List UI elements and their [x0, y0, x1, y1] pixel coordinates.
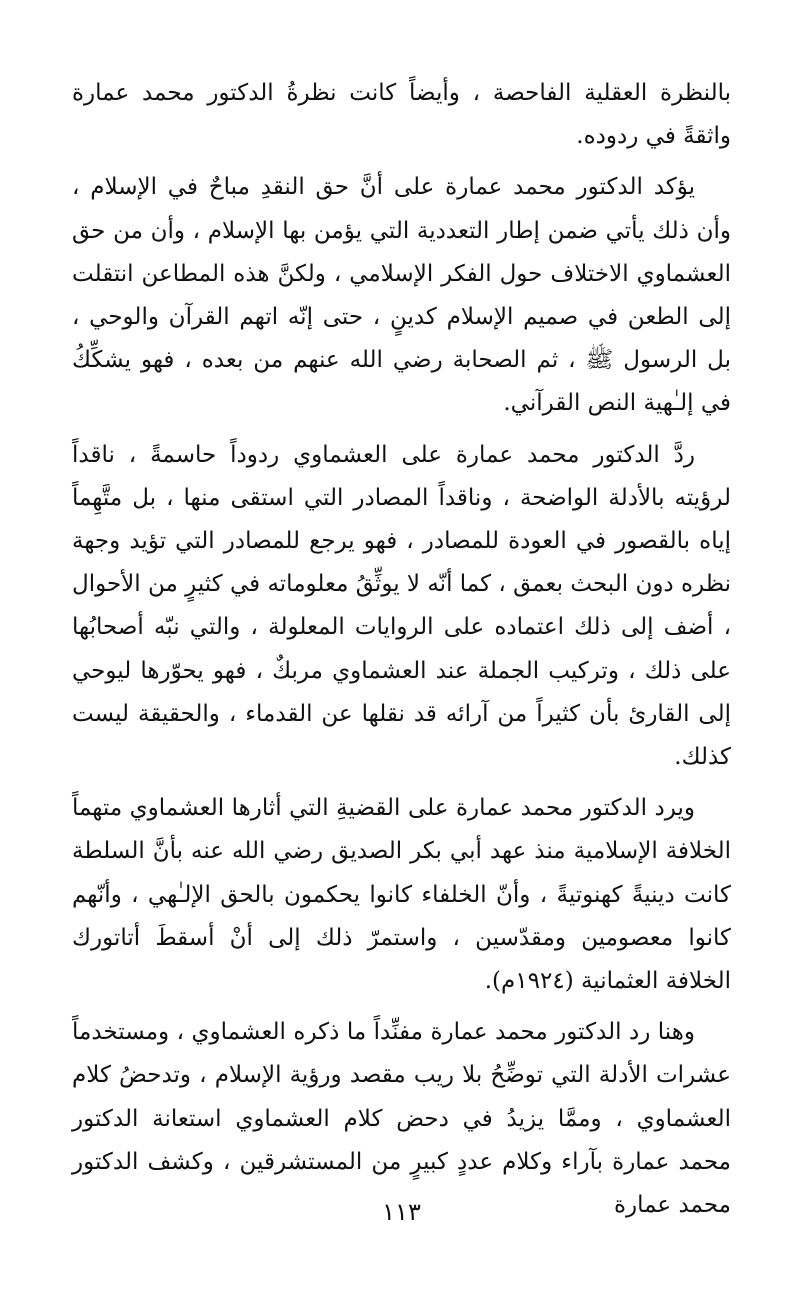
- page-number: ١١٣: [382, 1198, 421, 1226]
- page-body: [72, 72, 731, 1235]
- paragraph-4: ويرد الدكتور محمد عمارة على القضيةِ التي أثارها العشماوي متهماً الخلافة الإسلامية منذ عهد أبي بكر الصديق رضي الله عنه بأنَّ السلطة كانت دينيةً كهنوتيةً ، وأنّ الخلفاء كانوا يحكمون بالحق الإلـٰهي ، وأنّهم كانوا معصومين ومقدّسين ، واستمرّ ذلك إلى أنْ أسقطَ أتاتورك الخلافة العثمانية (١٩٢٤م).: [72, 795, 731, 995]
- paragraph-5: وهنا رد الدكتور محمد عمارة مفنِّداً ما ذكره العشماوي ، ومستخدماً عشرات الأدلة التي توضِّحُ بلا ريب مقصد ورؤية الإسلام ، وتدحضُ كلام العشماوي ، وممَّا يزيدُ في دحض كلام العشماوي استعانة الدكتور محمد عمارة بآراء وكلام عددٍ كبيرٍ من المستشرقين ، وكشف الدكتور محمد عمارة: [72, 1019, 731, 1219]
- paragraph-3: ردَّ الدكتور محمد عمارة على العشماوي ردوداً حاسمةً ، ناقداً لرؤيته بالأدلة الواضحة ، وناقداً المصادر التي استقى منها ، بل متَّهِماً إياه بالقصور في العودة للمصادر ، فهو يرجع للمصادر التي تؤيد وجهة نظره دون البحث بعمق ، كما أنّه لا يوثِّقُ معلوماته في كثيرٍ من الأحوال ، أضف إلى ذلك اعتماده على الروايات المعلولة ، والتي نبّه أصحابُها على ذلك ، وتركيب الجملة عند العشماوي مربكٌ ، فهو يحوّرها ليوحي إلى القارئ بأن كثيراً من آرائه قد نقلها عن القدماء ، والحقيقة ليست كذلك.: [71, 441, 731, 771]
- paragraph-1: بالنظرة العقلية الفاحصة ، وأيضاً كانت نظرةُ الدكتور محمد عمارة واثقةً في ردوده.: [72, 80, 731, 150]
- paragraph-2: يؤكد الدكتور محمد عمارة على أنَّ حق النقدِ مباحٌ في الإسلام ، وأن ذلك يأتي ضمن إطار التعددية التي يؤمن بها الإسلام ، وأن من حق العشماوي الاختلاف حول الفكر الإسلامي ، ولكنَّ هذه المطاعن انتقلت إلى الطعن في صميم الإسلام كدينٍ ، حتى إنّه اتهم القرآن والوحي ، بل الرسول ﷺ ، ثم الصحابة رضي الله عنهم من بعده ، فهو يشكِّكُ في إلـٰهية النص القرآني.: [72, 174, 731, 417]
